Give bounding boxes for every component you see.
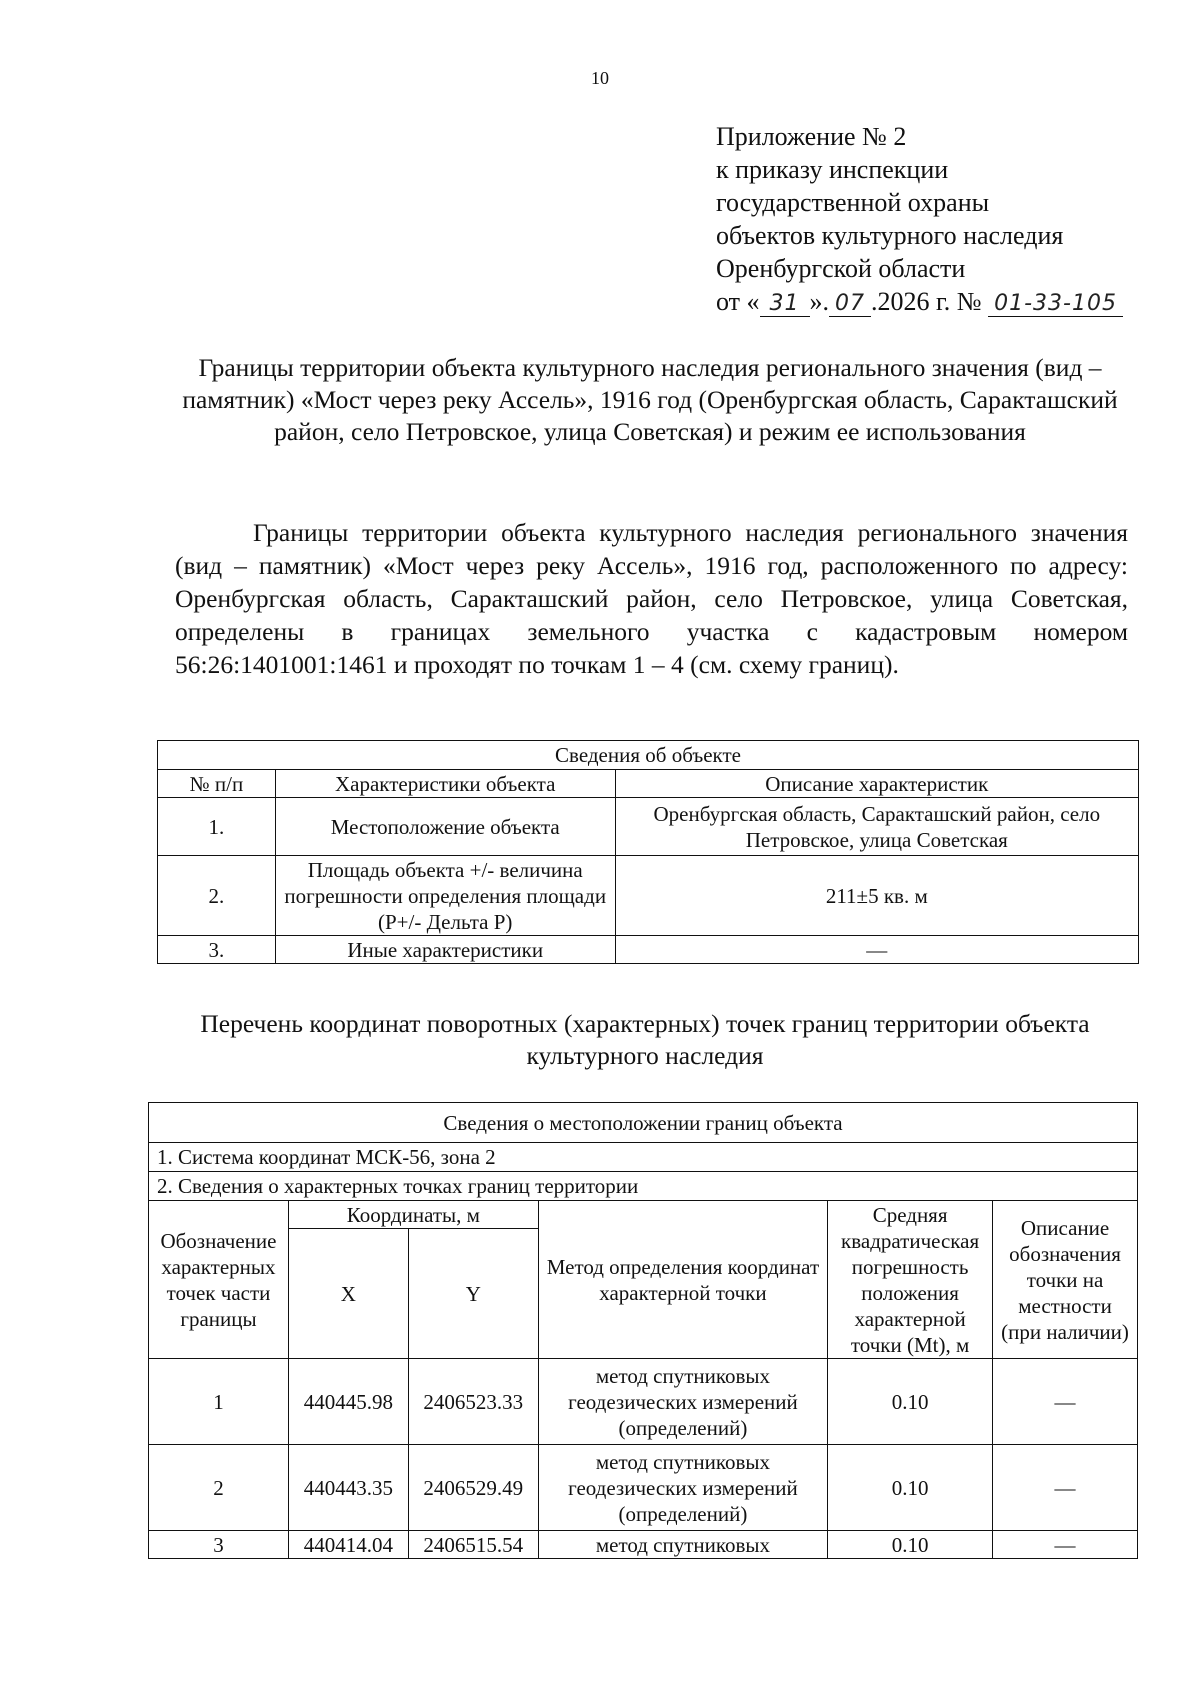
row-desc: Оренбургская область, Саракташский район, село Петровское, улица Советская [615, 798, 1138, 856]
cell-x: 440414.04 [288, 1531, 408, 1559]
cell-x: 440443.35 [288, 1445, 408, 1531]
date-mid: ». [809, 287, 830, 316]
appendix-line-1: Приложение № 2 [716, 122, 907, 151]
row-desc: 211±5 кв. м [615, 856, 1138, 936]
cell-y: 2406515.54 [408, 1531, 538, 1559]
row-name: Площадь объекта +/- величина погрешности определения площади (P+/- Дельта P) [275, 856, 615, 936]
appendix-date-line [716, 285, 1123, 320]
appendix-header [716, 120, 1123, 320]
order-number-handwritten: 01-33-105 [988, 291, 1123, 317]
cell-point: 2 [149, 1445, 289, 1531]
header-characteristic: Характеристики объекта [275, 770, 615, 798]
row-desc: — [615, 936, 1138, 964]
appendix-line-5: Оренбургской области [716, 254, 966, 283]
cell-method: метод спутниковых геодезических измерений (определений) [538, 1359, 827, 1445]
header-description: Описание характеристик [615, 770, 1138, 798]
document-title: Границы территории объекта культурного наследия регионального значения (вид – памятник) «Мост через реку Ассель», 1916 год (Оренбургская область, Саракташский район, село Петровское, улица Советская) и режим ее использования [182, 353, 1118, 446]
header-y: Y [408, 1229, 538, 1359]
cell-method: метод спутниковых геодезических измерений (определений) [538, 1445, 827, 1531]
date-month-handwritten: 07 [829, 291, 871, 317]
appendix-line-2: к приказу инспекции [716, 155, 949, 184]
row-num: 1. [158, 798, 276, 856]
cell-error: 0.10 [828, 1531, 993, 1559]
cell-x: 440445.98 [288, 1359, 408, 1445]
header-error: Средняя квадратическая погрешность положения характерной точки (Mt), м [828, 1201, 993, 1359]
cell-error: 0.10 [828, 1359, 993, 1445]
points-caption: 2. Сведения о характерных точках границ территории [149, 1172, 1138, 1201]
header-coords: Координаты, м [288, 1201, 538, 1229]
table-row [149, 1445, 1138, 1531]
cell-point: 1 [149, 1359, 289, 1445]
table-row [158, 856, 1139, 936]
cell-description: — [993, 1359, 1138, 1445]
table-row [158, 798, 1139, 856]
header-point: Обозначение характерных точек части границы [149, 1201, 289, 1359]
cell-point: 3 [149, 1531, 289, 1559]
row-name: Иные характеристики [275, 936, 615, 964]
coords-table-caption: Сведения о местоположении границ объекта [149, 1103, 1138, 1143]
table-row [158, 936, 1139, 964]
table-row [149, 1531, 1138, 1559]
page-number: 10 [591, 68, 609, 88]
cell-description: — [993, 1445, 1138, 1531]
header-point-description: Описание обозначения точки на местности (при наличии) [993, 1201, 1138, 1359]
date-prefix: от « [716, 287, 760, 316]
cell-error: 0.10 [828, 1445, 993, 1531]
coordinates-list-title: Перечень координат поворотных (характерных) точек границ территории объекта культурного наследия [200, 1009, 1090, 1070]
date-day-handwritten: 31 [760, 291, 810, 317]
appendix-line-4: объектов культурного наследия [716, 221, 1064, 250]
row-num: 2. [158, 856, 276, 936]
header-method: Метод определения координат характерной точки [538, 1201, 827, 1359]
boundary-paragraph: Границы территории объекта культурного наследия регионального значения (вид – памятник) «Мост через реку Ассель», 1916 год, расположенного по адресу: Оренбургская область, Саракташский район, село Петровское, улица Советская, определены в границах земельного участка с кадастровым номером 56:26:1401001:1461 и проходят по точкам 1 – 4 (см. схему границ). [175, 518, 1128, 679]
date-year: .2026 г. № [871, 287, 989, 316]
cell-y: 2406523.33 [408, 1359, 538, 1445]
object-info-table [157, 740, 1139, 964]
table-row [149, 1359, 1138, 1445]
cell-method: метод спутниковых [538, 1531, 827, 1559]
row-name: Местоположение объекта [275, 798, 615, 856]
cell-description: — [993, 1531, 1138, 1559]
header-num: № п/п [158, 770, 276, 798]
appendix-line-3: государственной охраны [716, 188, 990, 217]
object-table-caption: Сведения об объекте [158, 741, 1139, 770]
header-x: X [288, 1229, 408, 1359]
coordinate-system: 1. Система координат МСК-56, зона 2 [149, 1143, 1138, 1172]
row-num: 3. [158, 936, 276, 964]
coordinates-table [148, 1102, 1138, 1559]
cell-y: 2406529.49 [408, 1445, 538, 1531]
